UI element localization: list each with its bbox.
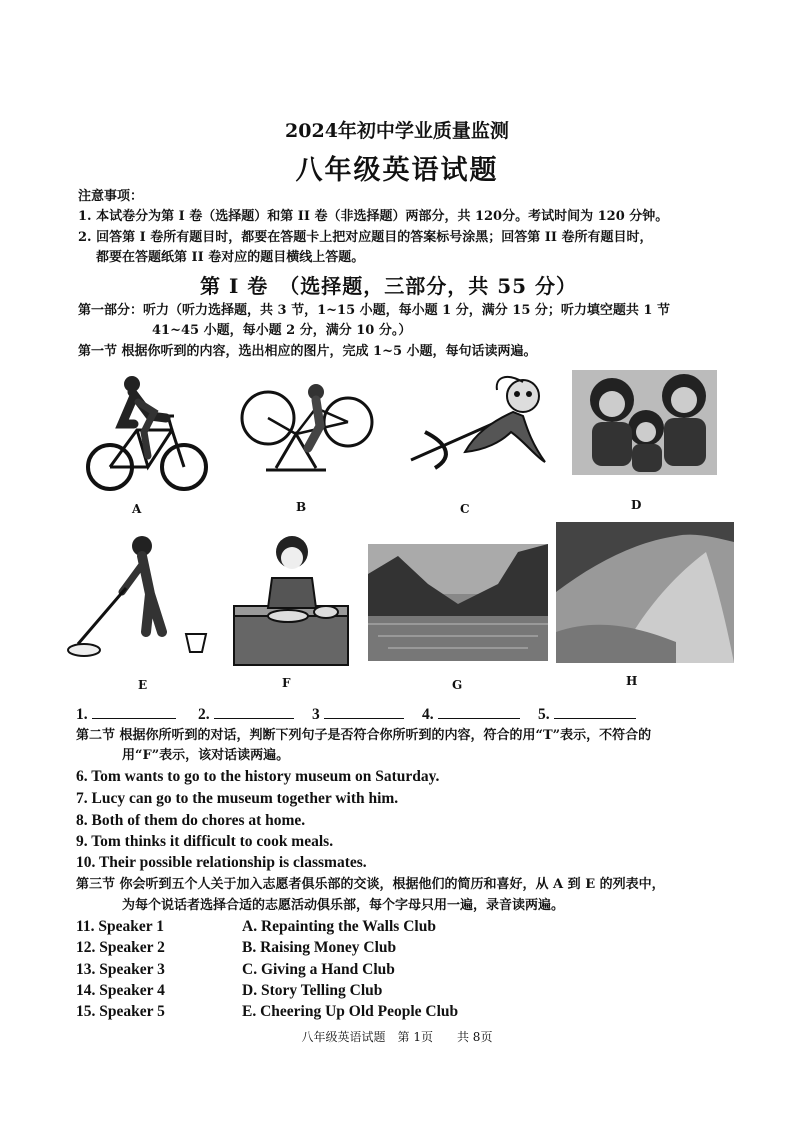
mopping-icon <box>66 532 216 662</box>
answer-blank-5[interactable] <box>554 704 636 719</box>
answer-number-4: 4. <box>422 706 434 723</box>
club-option-b: B. Raising Money Club <box>242 939 397 956</box>
club-option-c: C. Giving a Hand Club <box>242 961 395 978</box>
desert-dunes-icon <box>556 522 734 663</box>
page-footer: 八年级英语试题 第 1页 共 8页 <box>301 1030 493 1044</box>
answer-number-5: 5. <box>538 706 550 723</box>
answer-blank-3[interactable] <box>324 704 404 719</box>
statement-6: 6. Tom wants to go to the history museum on Saturday. <box>76 768 440 785</box>
answer-line-5 <box>538 704 636 724</box>
picture-label-b: B <box>296 500 307 514</box>
washing-icon <box>232 532 350 667</box>
cycling-icon <box>82 372 212 497</box>
volume-1-heading: 第 I 卷 （选择题，三部分，共 55 分） <box>200 274 578 298</box>
notes-item-1: 1. 本试卷分为第 I 卷（选择题）和第 II 卷（非选择题）两部分，共 120分。考试时间为 120 分钟。 <box>78 209 669 224</box>
section2-intro-b: 用“F”表示，该对话读两遍。 <box>122 748 290 763</box>
section2-intro-a: 第二节 根据你所听到的对话，判断下列句子是否符合你所听到的内容，符合的用“T”表示，不符合的 <box>76 728 652 743</box>
picture-label-a: A <box>132 502 142 516</box>
section3-intro-a: 第三节 你会听到五个人关于加入志愿者俱乐部的交谈，根据他们的简历和喜好，从 A 到 E 的列表中， <box>76 877 665 892</box>
answer-number-2: 2. <box>198 706 210 723</box>
statement-7: 7. Lucy can go to the museum together with him. <box>76 790 399 807</box>
exam-subject-title: 八年级英语试题 <box>295 155 499 186</box>
statement-8: 8. Both of them do chores at home. <box>76 812 306 829</box>
picture-label-h: H <box>626 674 638 688</box>
picture-label-c: C <box>460 502 470 516</box>
section3-intro-b: 为每个说话者选择合适的志愿活动俱乐部，每个字母只用一遍，录音读两遍。 <box>122 898 565 913</box>
speaker-11: 11. Speaker 1 <box>76 918 164 935</box>
mountain-lake-icon <box>368 544 548 661</box>
answer-number-3: 3 <box>312 706 320 723</box>
answer-line-4 <box>422 704 520 724</box>
picture-label-e: E <box>138 678 148 692</box>
notes-item-2b: 都要在答题纸第 II 卷对应的题目横线上答题。 <box>96 250 365 265</box>
answer-line-3 <box>312 704 404 724</box>
picture-label-f: F <box>282 676 291 690</box>
answer-blank-2[interactable] <box>214 704 294 719</box>
notes-item-2a: 2. 回答第 I 卷所有题目时，都要在答题卡上把对应题目的答案标号涂黑；回答第 II 卷所有题目时， <box>78 230 653 245</box>
answer-line-1 <box>76 704 176 724</box>
club-option-d: D. Story Telling Club <box>242 982 383 999</box>
speaker-14: 14. Speaker 4 <box>76 982 165 999</box>
exam-title: 2024年初中学业质量监测 <box>285 120 509 142</box>
club-option-e: E. Cheering Up Old People Club <box>242 1003 459 1020</box>
part1-intro-a: 第一部分：听力（听力选择题，共 3 节，1~15 小题，每小题 1 分，满分 15 分；听力填空题共 1 节 <box>78 303 670 318</box>
club-option-a: A. Repainting the Walls Club <box>242 918 436 935</box>
notes-heading: 注意事项： <box>78 189 144 204</box>
answer-blank-4[interactable] <box>438 704 520 719</box>
part1-intro-b: 41~45 小题，每小题 2 分，满分 10 分。） <box>152 323 412 338</box>
statement-10: 10. Their possible relationship is classmates. <box>76 854 367 871</box>
answer-blank-1[interactable] <box>92 704 176 719</box>
section1-intro: 第一节 根据你听到的内容，选出相应的图片，完成 1~5 小题，每句话读两遍。 <box>78 344 537 359</box>
picture-label-d: D <box>631 498 642 512</box>
bicycle-repair-icon <box>236 378 376 483</box>
speaker-12: 12. Speaker 2 <box>76 939 165 956</box>
answer-number-1: 1. <box>76 706 88 723</box>
speaker-13: 13. Speaker 3 <box>76 961 165 978</box>
toy-monkeys-icon <box>572 370 717 475</box>
picture-label-g: G <box>452 678 463 692</box>
speaker-15: 15. Speaker 5 <box>76 1003 165 1020</box>
statement-9: 9. Tom thinks it difficult to cook meals. <box>76 833 334 850</box>
answer-line-2 <box>198 704 294 724</box>
monkey-king-icon <box>405 372 555 472</box>
